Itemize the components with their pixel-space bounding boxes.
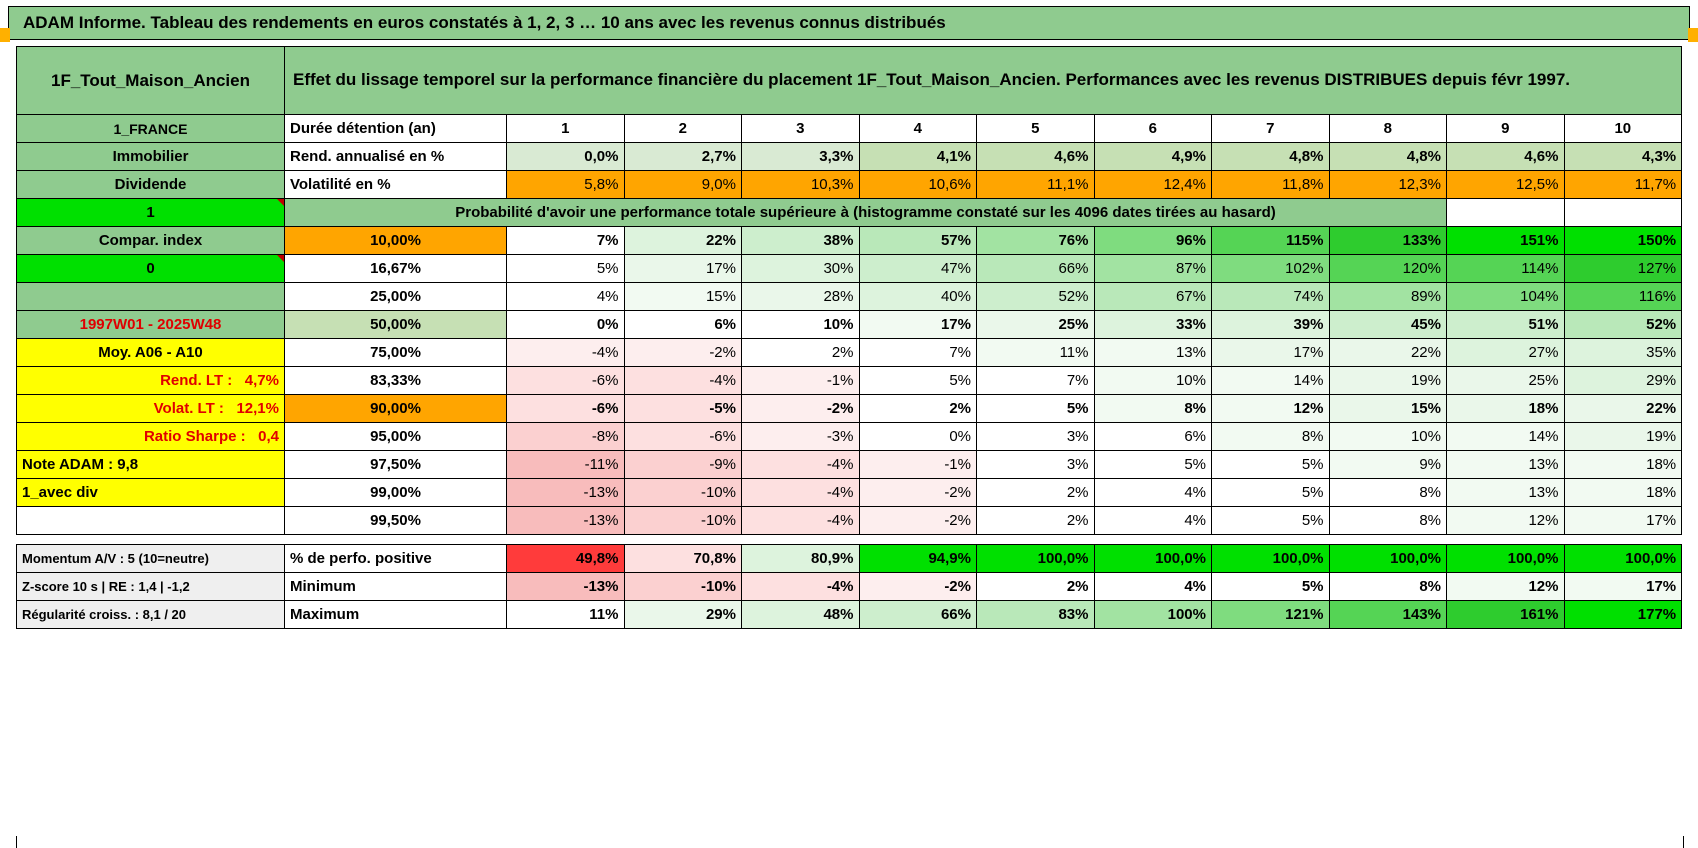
max-value-4: 66% xyxy=(859,601,977,629)
left-orange-marker xyxy=(0,28,10,42)
perfo-value-7: 100,0% xyxy=(1212,545,1330,573)
rend-value-6: 4,9% xyxy=(1094,143,1212,171)
min-value-3: -4% xyxy=(742,573,860,601)
proba-8-9: 14% xyxy=(1447,423,1565,451)
table-row xyxy=(17,507,1682,535)
proba-10-9: 13% xyxy=(1447,479,1565,507)
max-value-3: 48% xyxy=(742,601,860,629)
min-value-9: 12% xyxy=(1447,573,1565,601)
proba-4-8: 45% xyxy=(1329,311,1447,339)
table-row xyxy=(17,283,1682,311)
table-row xyxy=(17,227,1682,255)
perfo-value-8: 100,0% xyxy=(1329,545,1447,573)
asset-cell: Immobilier xyxy=(17,143,285,171)
year-header-7: 7 xyxy=(1212,115,1330,143)
proba-7-10: 22% xyxy=(1564,395,1682,423)
momentum-cell: Momentum A/V : 5 (10=neutre) xyxy=(17,545,285,573)
perfo-value-1: 49,8% xyxy=(507,545,625,573)
volat-value-2: 9,0% xyxy=(624,171,742,199)
proba-10-7: 5% xyxy=(1212,479,1330,507)
proba-4-5: 25% xyxy=(977,311,1095,339)
minimum-label: Minimum xyxy=(285,573,507,601)
table-row xyxy=(17,545,1682,573)
moy-cell: Moy. A06 - A10 xyxy=(17,339,285,367)
proba-7-7: 12% xyxy=(1212,395,1330,423)
proba-8-3: -3% xyxy=(742,423,860,451)
proba-title: Probabilité d'avoir une performance totale supérieure à (histogramme constaté sur les 4096 dates tirées au hasard) xyxy=(285,199,1447,227)
proba-1-6: 96% xyxy=(1094,227,1212,255)
proba-6-2: -4% xyxy=(624,367,742,395)
proba-10-10: 18% xyxy=(1564,479,1682,507)
table-row xyxy=(17,115,1682,143)
proba-10-2: -10% xyxy=(624,479,742,507)
fund-name-cell: 1F_Tout_Maison_Ancien xyxy=(17,47,285,115)
flag-zero-cell: 0 xyxy=(17,255,285,283)
max-value-1: 11% xyxy=(507,601,625,629)
volat-value-7: 11,8% xyxy=(1212,171,1330,199)
proba-11-5: 2% xyxy=(977,507,1095,535)
proba-6-8: 19% xyxy=(1329,367,1447,395)
table-row xyxy=(17,573,1682,601)
maximum-label: Maximum xyxy=(285,601,507,629)
proba-level-7: 90,00% xyxy=(285,395,507,423)
perfo-value-6: 100,0% xyxy=(1094,545,1212,573)
zscore-cell: Z-score 10 s | RE : 1,4 | -1,2 xyxy=(17,573,285,601)
proba-6-6: 10% xyxy=(1094,367,1212,395)
proba-4-4: 17% xyxy=(859,311,977,339)
proba-1-4: 57% xyxy=(859,227,977,255)
max-value-7: 121% xyxy=(1212,601,1330,629)
proba-8-10: 19% xyxy=(1564,423,1682,451)
proba-2-8: 120% xyxy=(1329,255,1447,283)
with-div-cell: 1_avec div xyxy=(17,479,285,507)
proba-4-1: 0% xyxy=(507,311,625,339)
proba-3-10: 116% xyxy=(1564,283,1682,311)
proba-11-7: 5% xyxy=(1212,507,1330,535)
proba-1-2: 22% xyxy=(624,227,742,255)
rend-value-4: 4,1% xyxy=(859,143,977,171)
min-value-5: 2% xyxy=(977,573,1095,601)
proba-5-2: -2% xyxy=(624,339,742,367)
proba-9-3: -4% xyxy=(742,451,860,479)
footer-strip xyxy=(16,836,1684,848)
rend-value-1: 0,0% xyxy=(507,143,625,171)
proba-4-10: 52% xyxy=(1564,311,1682,339)
proba-11-6: 4% xyxy=(1094,507,1212,535)
year-header-5: 5 xyxy=(977,115,1095,143)
page-banner: ADAM Informe. Tableau des rendements en euros constatés à 1, 2, 3 … 10 ans avec les revenus connus distribués xyxy=(8,6,1690,40)
right-orange-marker xyxy=(1688,28,1698,42)
proba-8-2: -6% xyxy=(624,423,742,451)
proba-5-4: 7% xyxy=(859,339,977,367)
proba-7-5: 5% xyxy=(977,395,1095,423)
proba-level-2: 16,67% xyxy=(285,255,507,283)
perfo-value-3: 80,9% xyxy=(742,545,860,573)
rend-value-3: 3,3% xyxy=(742,143,860,171)
volat-lt-value: 12,1% xyxy=(236,400,279,417)
proba-10-5: 2% xyxy=(977,479,1095,507)
proba-4-9: 51% xyxy=(1447,311,1565,339)
year-header-4: 4 xyxy=(859,115,977,143)
proba-3-5: 52% xyxy=(977,283,1095,311)
proba-6-10: 29% xyxy=(1564,367,1682,395)
proba-11-8: 8% xyxy=(1329,507,1447,535)
table-row xyxy=(17,451,1682,479)
proba-1-3: 38% xyxy=(742,227,860,255)
proba-5-7: 17% xyxy=(1212,339,1330,367)
volat-value-10: 11,7% xyxy=(1564,171,1682,199)
proba-5-6: 13% xyxy=(1094,339,1212,367)
year-header-2: 2 xyxy=(624,115,742,143)
table-row xyxy=(17,479,1682,507)
spacer-green-cell xyxy=(17,535,285,545)
proba-3-2: 15% xyxy=(624,283,742,311)
volat-label: Volatilité en % xyxy=(285,171,507,199)
volat-value-6: 12,4% xyxy=(1094,171,1212,199)
table-row xyxy=(17,171,1682,199)
income-type-cell: Dividende xyxy=(17,171,285,199)
volat-lt-cell xyxy=(17,395,285,423)
proba-4-6: 33% xyxy=(1094,311,1212,339)
rend-value-2: 2,7% xyxy=(624,143,742,171)
proba-level-5: 75,00% xyxy=(285,339,507,367)
proba-5-9: 27% xyxy=(1447,339,1565,367)
perfo-label: % de perfo. positive xyxy=(285,545,507,573)
proba-6-5: 7% xyxy=(977,367,1095,395)
proba-1-1: 7% xyxy=(507,227,625,255)
table-row xyxy=(17,311,1682,339)
min-value-8: 8% xyxy=(1329,573,1447,601)
banner-row xyxy=(0,0,1698,40)
proba-5-10: 35% xyxy=(1564,339,1682,367)
volat-value-8: 12,3% xyxy=(1329,171,1447,199)
proba-9-1: -11% xyxy=(507,451,625,479)
volat-lt-label: Volat. LT : xyxy=(153,400,224,417)
proba-8-4: 0% xyxy=(859,423,977,451)
proba-11-2: -10% xyxy=(624,507,742,535)
proba-10-4: -2% xyxy=(859,479,977,507)
min-value-1: -13% xyxy=(507,573,625,601)
year-header-1: 1 xyxy=(507,115,625,143)
proba-6-1: -6% xyxy=(507,367,625,395)
proba-level-11: 99,50% xyxy=(285,507,507,535)
perfo-value-2: 70,8% xyxy=(624,545,742,573)
proba-level-1: 10,00% xyxy=(285,227,507,255)
proba-7-2: -5% xyxy=(624,395,742,423)
volat-value-3: 10,3% xyxy=(742,171,860,199)
proba-title-pad-2 xyxy=(1564,199,1682,227)
proba-9-5: 3% xyxy=(977,451,1095,479)
min-value-4: -2% xyxy=(859,573,977,601)
empty-side-cell xyxy=(17,507,285,535)
proba-3-4: 40% xyxy=(859,283,977,311)
year-header-6: 6 xyxy=(1094,115,1212,143)
proba-3-8: 89% xyxy=(1329,283,1447,311)
proba-8-5: 3% xyxy=(977,423,1095,451)
proba-9-10: 18% xyxy=(1564,451,1682,479)
proba-1-8: 133% xyxy=(1329,227,1447,255)
max-value-6: 100% xyxy=(1094,601,1212,629)
proba-2-7: 102% xyxy=(1212,255,1330,283)
volat-value-5: 11,1% xyxy=(977,171,1095,199)
proba-2-2: 17% xyxy=(624,255,742,283)
spacer-row xyxy=(17,535,1682,545)
proba-7-9: 18% xyxy=(1447,395,1565,423)
max-value-5: 83% xyxy=(977,601,1095,629)
blank-side-cell xyxy=(17,283,285,311)
table-row xyxy=(17,367,1682,395)
proba-1-5: 76% xyxy=(977,227,1095,255)
year-header-3: 3 xyxy=(742,115,860,143)
sharpe-cell xyxy=(17,423,285,451)
sharpe-label: Ratio Sharpe : xyxy=(143,428,246,445)
proba-10-1: -13% xyxy=(507,479,625,507)
proba-3-7: 74% xyxy=(1212,283,1330,311)
proba-6-3: -1% xyxy=(742,367,860,395)
proba-title-pad-1 xyxy=(1447,199,1565,227)
year-header-9: 9 xyxy=(1447,115,1565,143)
rend-lt-value: 4,7% xyxy=(244,372,279,389)
proba-3-9: 104% xyxy=(1447,283,1565,311)
rend-value-5: 4,6% xyxy=(977,143,1095,171)
table-row xyxy=(17,47,1682,115)
table-row xyxy=(17,339,1682,367)
proba-2-6: 87% xyxy=(1094,255,1212,283)
table-row xyxy=(17,255,1682,283)
proba-2-4: 47% xyxy=(859,255,977,283)
proba-2-10: 127% xyxy=(1564,255,1682,283)
max-value-2: 29% xyxy=(624,601,742,629)
proba-7-8: 15% xyxy=(1329,395,1447,423)
proba-9-2: -9% xyxy=(624,451,742,479)
proba-9-6: 5% xyxy=(1094,451,1212,479)
proba-1-10: 150% xyxy=(1564,227,1682,255)
proba-6-4: 5% xyxy=(859,367,977,395)
table-row xyxy=(17,395,1682,423)
proba-1-7: 115% xyxy=(1212,227,1330,255)
proba-3-3: 28% xyxy=(742,283,860,311)
perfo-value-5: 100,0% xyxy=(977,545,1095,573)
proba-8-1: -8% xyxy=(507,423,625,451)
compar-index-cell: Compar. index xyxy=(17,227,285,255)
duration-label: Durée détention (an) xyxy=(285,115,507,143)
year-header-8: 8 xyxy=(1329,115,1447,143)
note-adam-cell: Note ADAM : 9,8 xyxy=(17,451,285,479)
proba-7-6: 8% xyxy=(1094,395,1212,423)
proba-level-10: 99,00% xyxy=(285,479,507,507)
proba-4-7: 39% xyxy=(1212,311,1330,339)
min-value-6: 4% xyxy=(1094,573,1212,601)
rend-lt-cell xyxy=(17,367,285,395)
proba-9-8: 9% xyxy=(1329,451,1447,479)
proba-9-7: 5% xyxy=(1212,451,1330,479)
proba-3-6: 67% xyxy=(1094,283,1212,311)
proba-level-6: 83,33% xyxy=(285,367,507,395)
rend-label: Rend. annualisé en % xyxy=(285,143,507,171)
perfo-value-10: 100,0% xyxy=(1564,545,1682,573)
proba-8-8: 10% xyxy=(1329,423,1447,451)
proba-5-5: 11% xyxy=(977,339,1095,367)
regularite-cell: Régularité croiss. : 8,1 / 20 xyxy=(17,601,285,629)
proba-11-3: -4% xyxy=(742,507,860,535)
rend-value-9: 4,6% xyxy=(1447,143,1565,171)
proba-9-9: 13% xyxy=(1447,451,1565,479)
table-row xyxy=(17,199,1682,227)
proba-10-8: 8% xyxy=(1329,479,1447,507)
proba-6-9: 25% xyxy=(1447,367,1565,395)
proba-5-3: 2% xyxy=(742,339,860,367)
proba-2-5: 66% xyxy=(977,255,1095,283)
max-value-10: 177% xyxy=(1564,601,1682,629)
min-value-7: 5% xyxy=(1212,573,1330,601)
proba-2-9: 114% xyxy=(1447,255,1565,283)
proba-10-3: -4% xyxy=(742,479,860,507)
proba-5-8: 22% xyxy=(1329,339,1447,367)
description-cell: Effet du lissage temporel sur la performance financière du placement 1F_Tout_Maison_Ancien. Performances avec les revenus DISTRIBUES depuis févr 1997. xyxy=(285,47,1682,115)
volat-value-9: 12,5% xyxy=(1447,171,1565,199)
proba-10-6: 4% xyxy=(1094,479,1212,507)
proba-1-9: 151% xyxy=(1447,227,1565,255)
proba-2-1: 5% xyxy=(507,255,625,283)
min-value-10: 17% xyxy=(1564,573,1682,601)
volat-value-4: 10,6% xyxy=(859,171,977,199)
spacer-blank-cell xyxy=(285,535,1682,545)
proba-11-4: -2% xyxy=(859,507,977,535)
perfo-value-4: 94,9% xyxy=(859,545,977,573)
proba-8-6: 6% xyxy=(1094,423,1212,451)
min-value-2: -10% xyxy=(624,573,742,601)
table-row xyxy=(17,423,1682,451)
proba-3-1: 4% xyxy=(507,283,625,311)
flag-one-cell: 1 xyxy=(17,199,285,227)
country-cell: 1_FRANCE xyxy=(17,115,285,143)
proba-level-3: 25,00% xyxy=(285,283,507,311)
rend-lt-label: Rend. LT : xyxy=(160,372,233,389)
proba-7-3: -2% xyxy=(742,395,860,423)
proba-7-1: -6% xyxy=(507,395,625,423)
volat-value-1: 5,8% xyxy=(507,171,625,199)
proba-level-9: 97,50% xyxy=(285,451,507,479)
year-header-10: 10 xyxy=(1564,115,1682,143)
proba-7-4: 2% xyxy=(859,395,977,423)
proba-2-3: 30% xyxy=(742,255,860,283)
proba-level-4: 50,00% xyxy=(285,311,507,339)
proba-11-9: 12% xyxy=(1447,507,1565,535)
rend-value-8: 4,8% xyxy=(1329,143,1447,171)
table-row xyxy=(17,601,1682,629)
max-value-8: 143% xyxy=(1329,601,1447,629)
main-table xyxy=(16,46,1682,629)
proba-5-1: -4% xyxy=(507,339,625,367)
proba-6-7: 14% xyxy=(1212,367,1330,395)
perfo-value-9: 100,0% xyxy=(1447,545,1565,573)
rend-value-10: 4,3% xyxy=(1564,143,1682,171)
proba-9-4: -1% xyxy=(859,451,977,479)
proba-4-2: 6% xyxy=(624,311,742,339)
proba-4-3: 10% xyxy=(742,311,860,339)
proba-11-1: -13% xyxy=(507,507,625,535)
period-cell: 1997W01 - 2025W48 xyxy=(17,311,285,339)
proba-level-8: 95,00% xyxy=(285,423,507,451)
proba-8-7: 8% xyxy=(1212,423,1330,451)
sharpe-value: 0,4 xyxy=(258,428,279,445)
max-value-9: 161% xyxy=(1447,601,1565,629)
rend-value-7: 4,8% xyxy=(1212,143,1330,171)
table-row xyxy=(17,143,1682,171)
proba-11-10: 17% xyxy=(1564,507,1682,535)
